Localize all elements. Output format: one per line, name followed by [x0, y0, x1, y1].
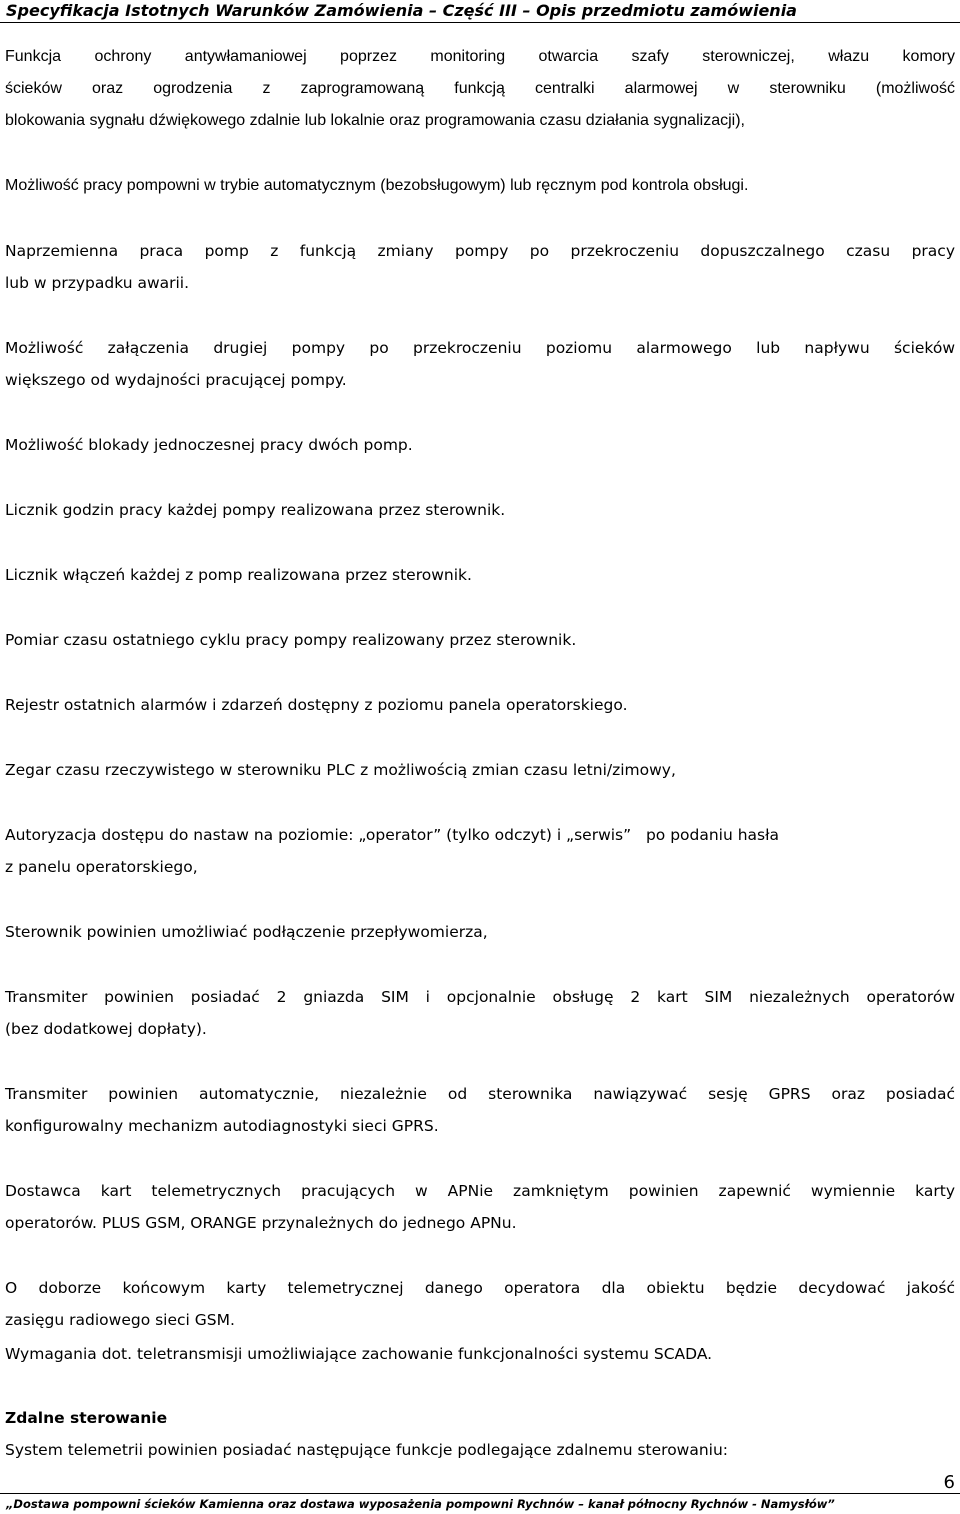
paragraph-line: blokowania sygnału dźwiękowego zdalnie lub lokalnie oraz programowania czasu działania sygnalizacji), [5, 112, 745, 129]
paragraph: Licznik włączeń każdej z pomp realizowana przez sterownik. [5, 566, 472, 584]
paragraph-line: Naprzemienna praca pomp z funkcją zmiany pompy po przekroczeniu dopuszczalnego czasu pracy [5, 242, 955, 260]
paragraph-line: konfigurowalny mechanizm autodiagnostyki sieci GPRS. [5, 1117, 439, 1135]
page-header [0, 0, 960, 23]
paragraph: Wymagania dot. teletransmisji umożliwiające zachowanie funkcjonalności systemu SCADA. [5, 1345, 713, 1363]
paragraph: Pomiar czasu ostatniego cyklu pracy pompy realizowany przez sterownik. [5, 631, 577, 649]
paragraph-line: zasięgu radiowego sieci GSM. [5, 1311, 235, 1329]
paragraph-line: Transmiter powinien posiadać 2 gniazda SIM i opcjonalnie obsługę 2 kart SIM niezależnych operatorów [5, 988, 955, 1006]
paragraph-line: O doborze końcowym karty telemetrycznej danego operatora dla obiektu będzie decydować jakość [5, 1279, 955, 1297]
paragraph-line: Możliwość załączenia drugiej pompy po przekroczeniu poziomu alarmowego lub napływu ścieków [5, 339, 955, 357]
paragraph-line: większego od wydajności pracującej pompy. [5, 371, 347, 389]
paragraph-line: z panelu operatorskiego, [5, 858, 198, 876]
paragraph: Zegar czasu rzeczywistego w sterowniku PLC z możliwością zmian czasu letni/zimowy, [5, 761, 676, 779]
paragraph-line: (bez dodatkowej dopłaty). [5, 1020, 207, 1038]
page-number: 6 [943, 1472, 955, 1493]
paragraph: Możliwość pracy pompowni w trybie automatycznym (bezobsługowym) lub ręcznym pod kontrola obsługi. [5, 177, 749, 194]
paragraph-line: Funkcja ochrony antywłamaniowej poprzez monitoring otwarcia szafy sterowniczej, włazu komory [5, 48, 955, 65]
header-title: Specyfikacja Istotnych Warunków Zamówienia – Część III – Opis przedmiotu zamówienia [6, 1, 797, 20]
paragraph: Możliwość blokady jednoczesnej pracy dwóch pomp. [5, 436, 413, 454]
footer-text: „Dostawa pompowni ścieków Kamienna oraz dostawa wyposażenia pompowni Rychnów – kanał północny Rychnów - Namysłów” [6, 1497, 835, 1511]
paragraph: Rejestr ostatnich alarmów i zdarzeń dostępny z poziomu panela operatorskiego. [5, 696, 628, 714]
paragraph-line: Dostawca kart telemetrycznych pracujących w APNie zamkniętym powinien zapewnić wymiennie karty [5, 1182, 955, 1200]
paragraph: System telemetrii powinien posiadać następujące funkcje podlegające zdalnemu sterowaniu: [5, 1441, 729, 1459]
paragraph-line: Autoryzacja dostępu do nastaw na poziomie: „operator” (tylko odczyt) i „serwis” po podaniu hasła [5, 826, 780, 844]
paragraph: Licznik godzin pracy każdej pompy realizowana przez sterownik. [5, 501, 506, 519]
paragraph-line: operatorów. PLUS GSM, ORANGE przynależnych do jednego APNu. [5, 1214, 517, 1232]
section-heading: Zdalne sterowanie [5, 1409, 168, 1427]
footer-divider [0, 1493, 960, 1494]
paragraph-line: lub w przypadku awarii. [5, 274, 190, 292]
paragraph-line: ścieków oraz ogrodzenia z zaprogramowaną funkcją centralki alarmowej w sterowniku (możliwość [5, 80, 955, 97]
paragraph: Sterownik powinien umożliwiać podłączenie przepływomierza, [5, 923, 488, 941]
paragraph-line: Transmiter powinien automatycznie, niezależnie od sterownika nawiązywać sesję GPRS oraz posiadać [5, 1085, 955, 1103]
